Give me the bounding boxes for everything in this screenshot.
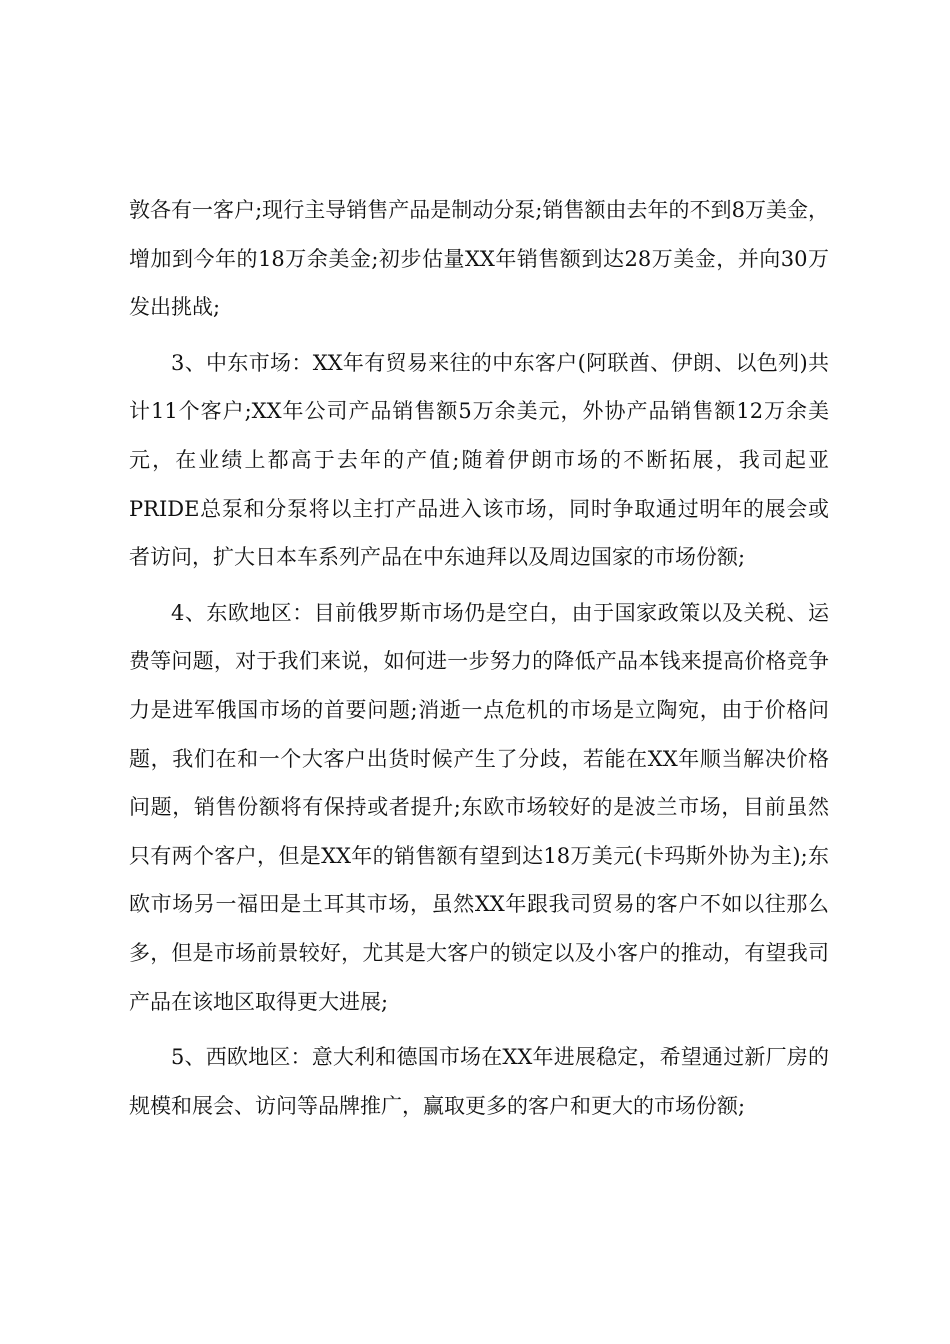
document-body — [129, 186, 829, 1137]
paragraph-middle-east-market: 3、中东市场：XX年有贸易来往的中东客户(阿联酋、伊朗、以色列)共计11个客户;XX年公司产品销售额5万余美元，外协产品销售额12万余美元，在业绩上都高于去年的产值;随着伊朗市场的不断拓展，我司起亚PRIDE总泵和分泵将以主打产品进入该市场，同时争取通过明年的展会或者访问，扩大日本车系列产品在中东迪拜以及周边国家的市场份额; — [129, 350, 829, 570]
paragraph-continuation: 敦各有一客户;现行主导销售产品是制动分泵;销售额由去年的不到8万美金，增加到今年的18万余美金;初步估量XX年销售额到达28万美金，并向30万发出挑战; — [129, 198, 829, 320]
paragraph-western-europe: 5、西欧地区：意大利和德国市场在XX年进展稳定，希望通过新厂房的规模和展会、访问等品牌推广，赢取更多的客户和更大的市场份额; — [129, 1045, 829, 1118]
paragraph-eastern-europe: 4、东欧地区：目前俄罗斯市场仍是空白，由于国家政策以及关税、运费等问题，对于我们来说，如何进一步努力的降低产品本钱来提高价格竞争力是进军俄国市场的首要问题;消逝一点危机的市场是立陶宛，由于价格问题，我们在和一个大客户出货时候产生了分歧，若能在XX年顺当解决价格问题，销售份额将有保持或者提升;东欧市场较好的是波兰市场，目前虽然只有两个客户，但是XX年的销售额有望到达18万美元(卡玛斯外协为主);东欧市场另一福田是土耳其市场，虽然XX年跟我司贸易的客户不如以往那么多，但是市场前景较好，尤其是大客户的锁定以及小客户的推动，有望我司产品在该地区取得更大进展; — [129, 600, 829, 1014]
